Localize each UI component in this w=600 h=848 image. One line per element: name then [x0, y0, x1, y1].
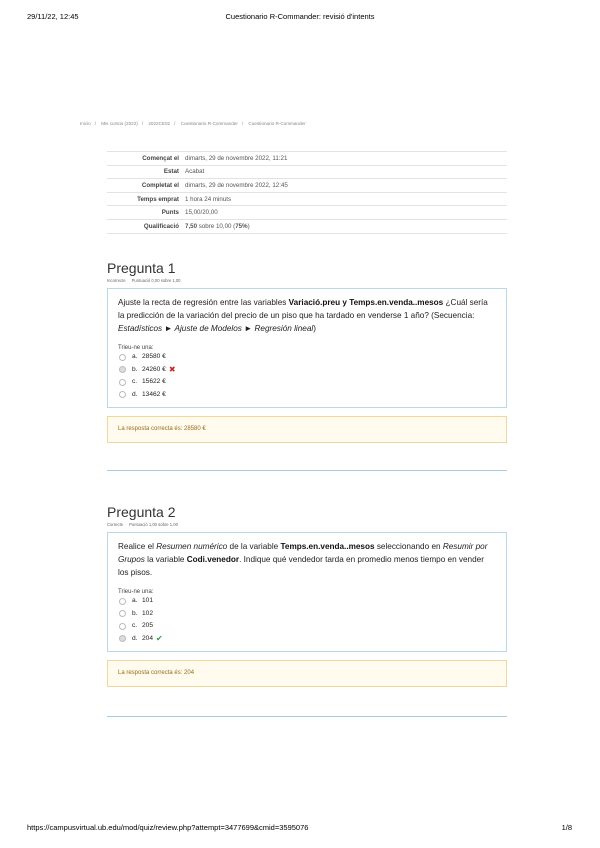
answer-value: 204	[142, 634, 154, 642]
choose-one-prompt: Trieu-ne una:	[118, 589, 154, 595]
summary-row	[107, 206, 507, 220]
answer-value: 102	[142, 609, 154, 617]
question-text	[118, 540, 496, 579]
correct-check-icon: ✔	[156, 633, 163, 643]
question-1	[107, 259, 507, 443]
question-grade: Puntuació 0,00 sobre 1,00	[131, 278, 181, 283]
menu-sequence: Estadísticos ► Ajuste de Modelos ► Regresión lineal	[118, 324, 314, 333]
breadcrumb-item[interactable]: Mis cursos (2022)	[101, 121, 138, 126]
answer-option[interactable]	[118, 376, 496, 389]
grade-text: sobre 10,00 (	[197, 222, 236, 230]
variable-name: Variació.preu y Temps.en.venda..mesos	[288, 298, 444, 307]
print-datetime: 29/11/22, 12:45	[27, 12, 79, 21]
summary-row	[107, 219, 507, 233]
question-title: Pregunta 2	[107, 504, 176, 520]
text-fragment: Ajuste la recta de regresión entre las variables	[118, 298, 289, 307]
grade-value: 7,50	[185, 222, 198, 230]
summary-label: Qualificació	[143, 222, 179, 230]
breadcrumb-item[interactable]: 2022CE02	[148, 121, 171, 126]
answer-option-selected[interactable]	[118, 633, 496, 646]
summary-row	[107, 165, 507, 179]
summary-label: Temps emprat	[137, 195, 179, 203]
answer-option[interactable]	[118, 620, 496, 633]
answer-letter: c.	[132, 378, 138, 385]
answer-option[interactable]	[118, 351, 496, 364]
summary-value: 15,00/20,00	[185, 209, 218, 217]
text-fragment: )	[313, 324, 316, 333]
summary-value	[183, 219, 507, 233]
radio-button[interactable]	[119, 354, 126, 361]
answer-value: 101	[142, 597, 154, 604]
print-url: https://campusvirtual.ub.edu/mod/quiz/review.php?attempt=3477699&cmid=3595076	[27, 823, 309, 832]
menu-option: Resumen numérico	[156, 542, 228, 551]
print-title: Cuestionario R-Commander: revisió d'intents	[225, 12, 375, 21]
attempt-summary-table	[107, 151, 507, 234]
answer-letter: b.	[132, 609, 138, 617]
summary-label: Començat el	[142, 154, 179, 162]
page-number: 1/8	[561, 823, 572, 832]
answer-value: 13462 €	[142, 390, 166, 398]
breadcrumb-item[interactable]: Cuestionario R-Commander	[248, 121, 306, 126]
radio-button-selected[interactable]	[119, 635, 126, 642]
answer-letter: d.	[132, 634, 138, 642]
answer-letter: a.	[132, 353, 138, 360]
answer-option[interactable]	[118, 389, 496, 402]
summary-value: dimarts, 29 de novembre 2022, 12:45	[185, 181, 288, 189]
answer-value: 205	[142, 622, 154, 629]
answer-value: 15622 €	[142, 378, 166, 385]
question-divider	[107, 470, 507, 471]
text-fragment: ¿Cuál sería la predicción de la variación del precio de un piso que ha tardado en venderse 1 año? (Secuencia:	[118, 298, 488, 320]
question-grade: Puntuació 1,00 sobre 1,00	[129, 522, 178, 527]
answer-value: 24260 €	[142, 365, 166, 373]
incorrect-icon: ✖	[168, 364, 176, 374]
summary-row	[107, 179, 507, 193]
status-label: Incorrecte	[107, 278, 126, 283]
question-divider	[107, 716, 507, 717]
breadcrumb-item[interactable]: Inicio	[80, 121, 91, 126]
text-fragment: . Indique qué vendedor tarda en promedio menos tiempo en vender los pisos.	[118, 555, 484, 577]
status-label: Correcte	[107, 522, 124, 527]
text-fragment: la variable	[144, 555, 187, 564]
radio-button[interactable]	[119, 379, 126, 386]
radio-button[interactable]	[119, 623, 126, 630]
answer-value: 28580 €	[142, 353, 166, 360]
grade-text-end: )	[247, 222, 250, 230]
variable-name: Temps.en.venda..mesos	[280, 542, 375, 551]
question-content	[107, 288, 507, 408]
menu-option: Resumir por Grupos	[118, 542, 488, 564]
breadcrumb-item[interactable]: Cuestionario R-Commander	[180, 121, 238, 126]
question-title: Pregunta 1	[107, 260, 176, 276]
summary-value: dimarts, 29 de novembre 2022, 11:21	[185, 154, 288, 162]
answer-letter: b.	[132, 365, 138, 373]
question-2	[107, 503, 507, 687]
summary-row	[107, 192, 507, 206]
choose-one-prompt: Trieu-ne una:	[118, 345, 154, 351]
summary-value: 1 hora 24 minuts	[185, 195, 232, 203]
text-fragment: seleccionando en	[374, 542, 443, 551]
radio-button[interactable]	[119, 598, 126, 605]
variable-name: Codi.venedor	[186, 555, 240, 564]
summary-label: Estat	[163, 168, 179, 176]
radio-button[interactable]	[119, 391, 126, 398]
question-content	[107, 532, 507, 652]
summary-label: Completat el	[141, 181, 179, 189]
correct-answer-feedback: La resposta correcta és: 204	[107, 660, 507, 687]
answer-option[interactable]	[118, 608, 496, 621]
answer-letter: c.	[132, 622, 138, 629]
text-fragment: de la variable	[227, 542, 281, 551]
breadcrumb: Inicio / Mis cursos (2022) / 2022CE02 / Cuestionario R-Commander / Cuestionario R-Commander	[80, 121, 306, 126]
text-fragment: Realice el	[118, 542, 157, 551]
answer-letter: a.	[132, 597, 138, 604]
question-text	[118, 296, 496, 335]
correct-answer-feedback: La resposta correcta és: 28580 €	[107, 416, 507, 443]
grade-percent: 75%	[235, 222, 248, 230]
answer-letter: d.	[132, 390, 138, 398]
question-status	[107, 278, 507, 284]
answer-option-selected[interactable]	[118, 364, 496, 377]
summary-value: Acabat	[185, 168, 205, 176]
print-header	[0, 12, 600, 24]
summary-row	[107, 152, 507, 166]
radio-button[interactable]	[119, 610, 126, 617]
answer-option[interactable]	[118, 595, 496, 608]
radio-button-selected[interactable]	[119, 366, 126, 373]
question-status	[107, 522, 507, 528]
summary-label: Punts	[161, 209, 179, 217]
